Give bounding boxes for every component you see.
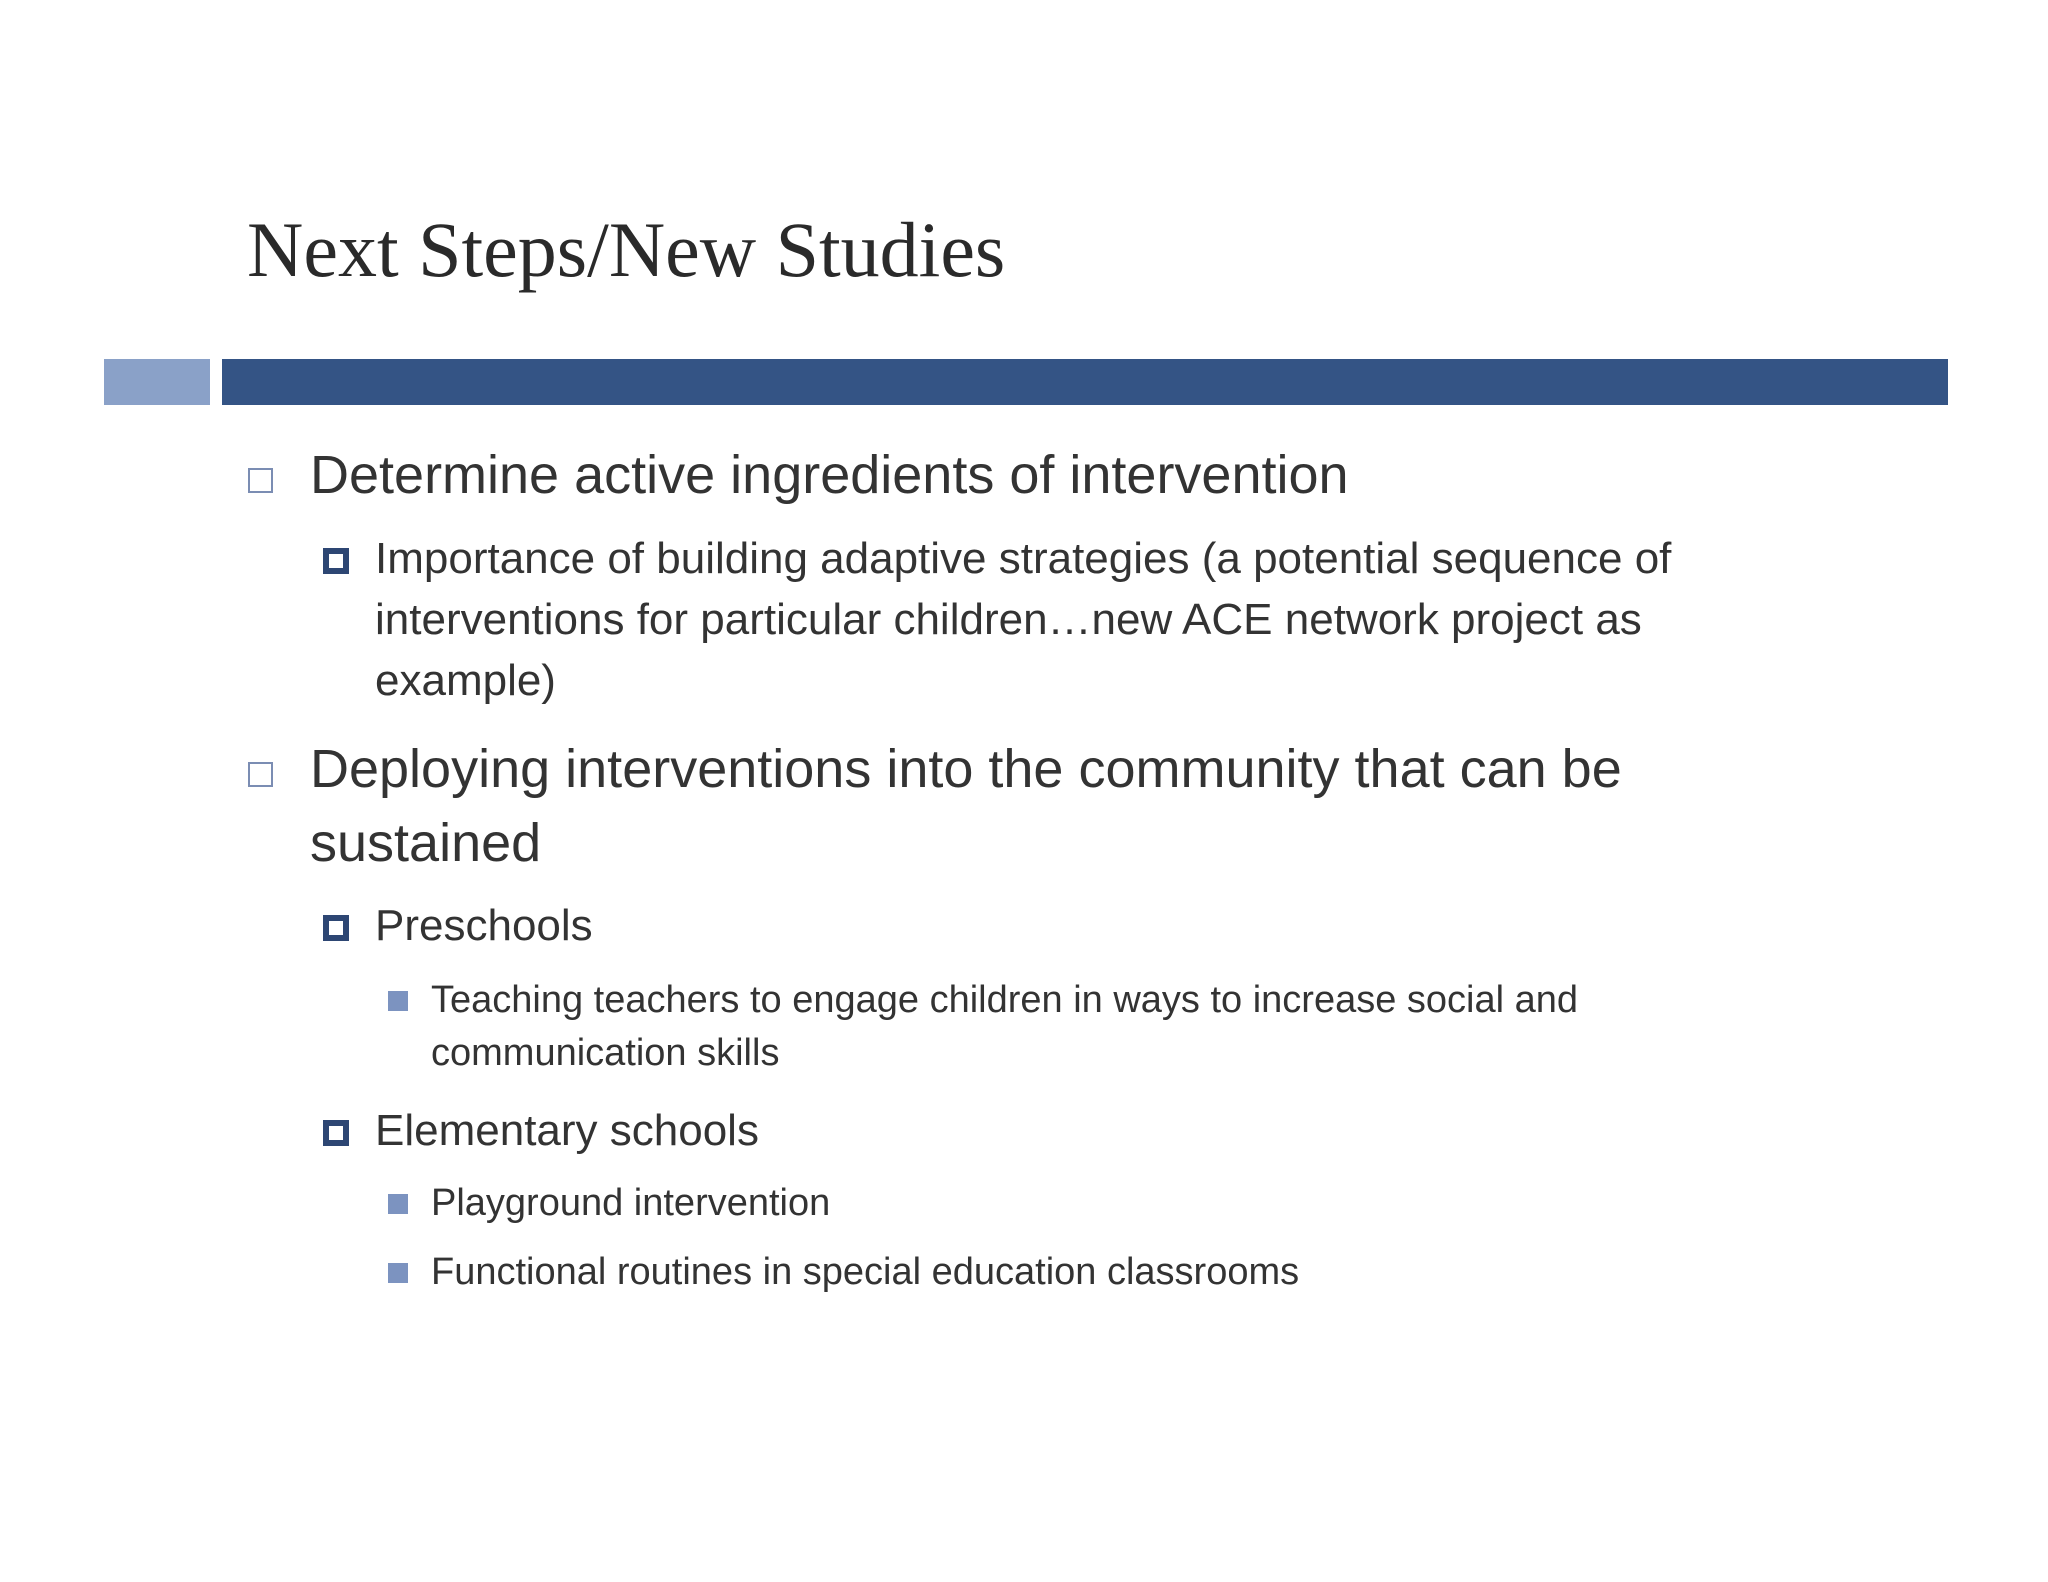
title-rule-bar — [222, 359, 1948, 405]
bullet-deploying-interventions — [310, 732, 1810, 880]
sub-sub-bullet-text: Teaching teachers to engage children in ways to increase social and communication skills — [431, 979, 1579, 1074]
sub-bullet-adaptive-strategies — [375, 528, 1815, 711]
sub-sub-bullet-functional-routines — [431, 1246, 1761, 1299]
filled-square-bullet-icon — [388, 1263, 408, 1283]
bold-hollow-square-bullet-icon — [323, 548, 349, 574]
sub-bullet-text: Importance of building adaptive strategies (a potential sequence of interventions for particular children…new ACE network project as example) — [375, 534, 1672, 705]
hollow-square-bullet-icon — [248, 762, 273, 787]
title-rule-accent — [104, 359, 210, 405]
sub-sub-bullet-teaching-teachers — [431, 974, 1761, 1080]
sub-bullet-text: Preschools — [375, 901, 593, 950]
bullet-active-ingredients — [310, 438, 1810, 512]
hollow-square-bullet-icon — [248, 468, 273, 493]
sub-bullet-elementary-schools — [375, 1100, 1815, 1161]
sub-sub-bullet-text: Playground intervention — [431, 1182, 831, 1224]
filled-square-bullet-icon — [388, 991, 408, 1011]
bullet-text: Determine active ingredients of intervention — [310, 445, 1349, 505]
bullet-text: Deploying interventions into the community that can be sustained — [310, 739, 1622, 873]
bold-hollow-square-bullet-icon — [323, 1120, 349, 1146]
sub-sub-bullet-playground — [431, 1177, 1761, 1230]
sub-sub-bullet-text: Functional routines in special education classrooms — [431, 1251, 1300, 1293]
bold-hollow-square-bullet-icon — [323, 915, 349, 941]
sub-bullet-text: Elementary schools — [375, 1106, 759, 1155]
filled-square-bullet-icon — [388, 1194, 408, 1214]
slide-title: Next Steps/New Studies — [247, 206, 1006, 293]
sub-bullet-preschools — [375, 895, 1815, 956]
